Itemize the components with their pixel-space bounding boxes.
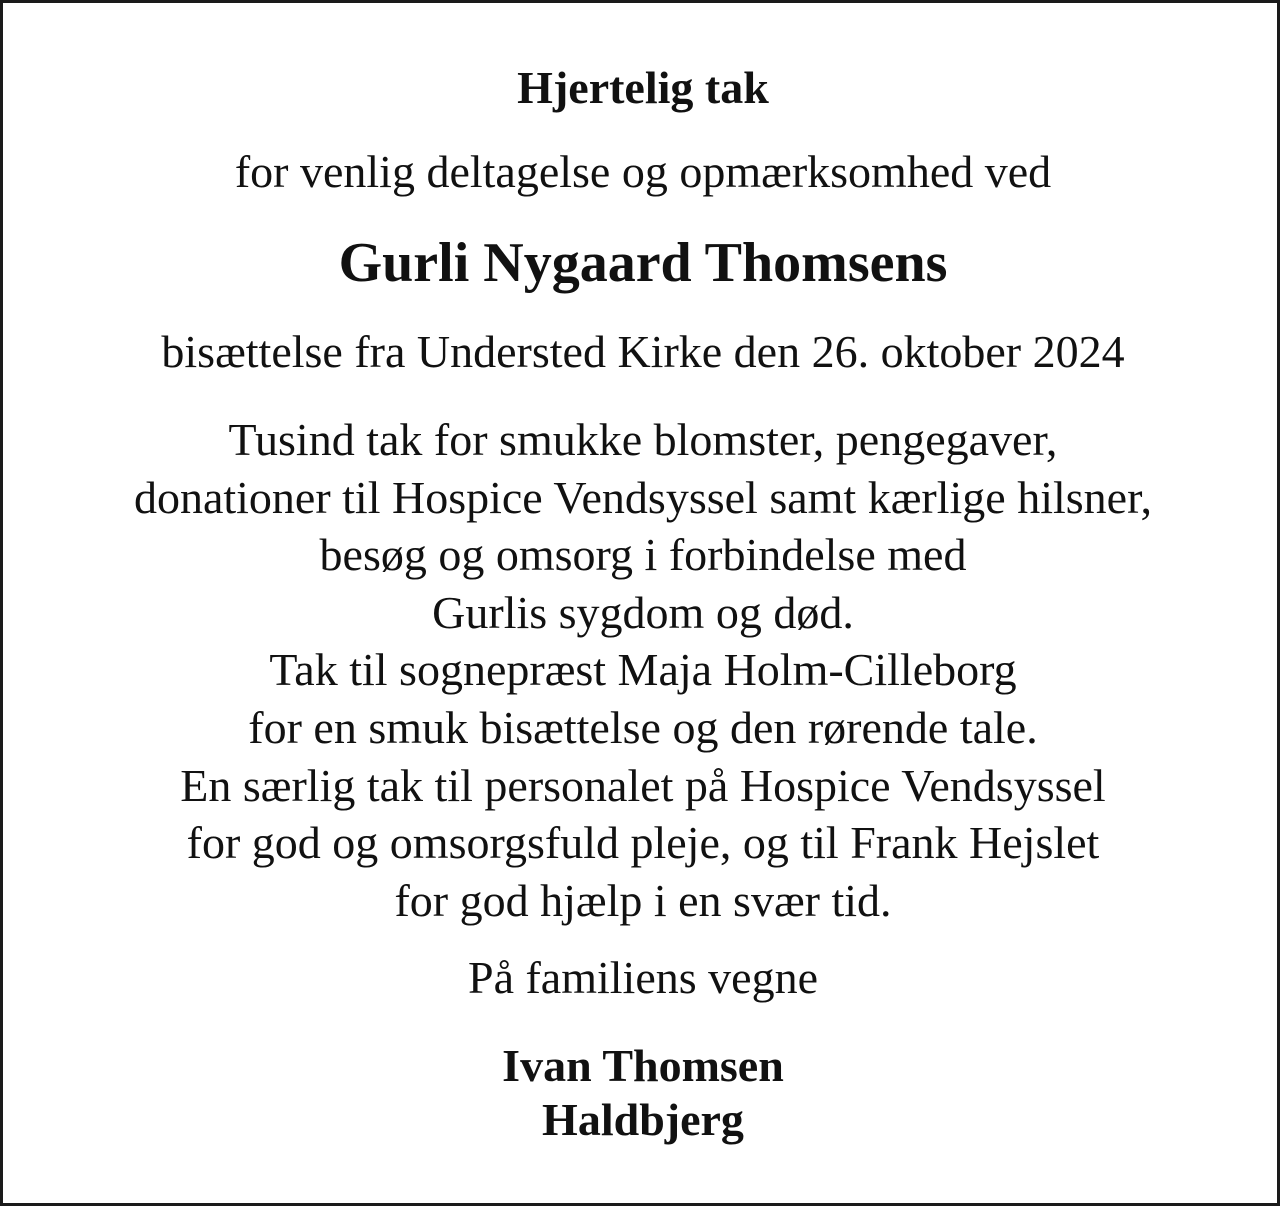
message-line: for en smuk bisættelse og den rørende tale. — [248, 701, 1038, 753]
message-line: donationer til Hospice Vendsyssel samt kærlige hilsner, — [133, 471, 1153, 523]
signature-block — [3, 1039, 1280, 1147]
notice-heading: Hjertelig tak — [517, 62, 769, 113]
message-line: En særlig tak til personalet på Hospice Vendsyssel — [180, 759, 1106, 811]
closing-phrase: På familiens vegne — [467, 952, 818, 1003]
signature-place: Haldbjerg — [542, 1094, 744, 1145]
message-line: for god og omsorgsfuld pleje, og til Frank Hejslet — [186, 817, 1100, 869]
message-line: besøg og omsorg i forbindelse med — [319, 529, 967, 581]
deceased-name: Gurli Nygaard Thomsens — [338, 232, 948, 294]
message-line: Gurlis sygdom og død. — [432, 586, 854, 638]
notice-intro: for venlig deltagelse og opmærksomhed ved — [234, 146, 1052, 197]
message-line: Tak til sognepræst Maja Holm-Cilleborg — [269, 644, 1017, 696]
funeral-details: bisættelse fra Understed Kirke den 26. oktober 2024 — [161, 326, 1125, 377]
message-line: Tusind tak for smukke blomster, pengegaver, — [228, 414, 1058, 465]
message-line: for god hjælp i en svær tid. — [394, 874, 892, 926]
signature-name: Ivan Thomsen — [502, 1040, 784, 1091]
thank-you-message — [3, 411, 1280, 929]
